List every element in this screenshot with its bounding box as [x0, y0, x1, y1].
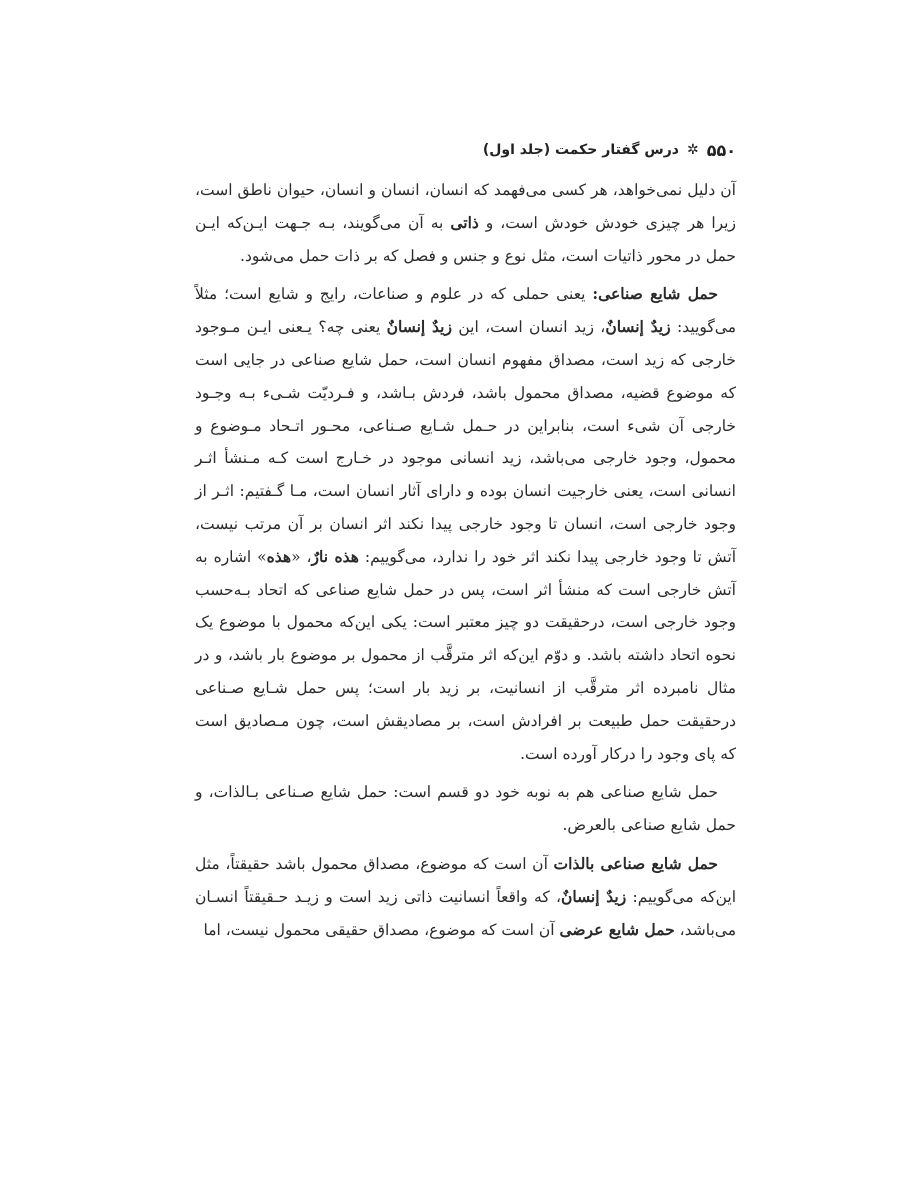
running-header — [195, 138, 736, 162]
text-segment: یعنی حملی که در علوم و صناعات، رایج و شایع است؛ مثلاً می‌گویید: — [195, 285, 736, 337]
text-segment: ، « — [291, 547, 312, 566]
bold-term: هذه نارٌ — [311, 546, 359, 566]
bold-term: حمل شایع صناعی: — [592, 284, 718, 304]
bold-term: حمل شایع عرضی — [559, 919, 675, 939]
paragraph — [195, 848, 736, 946]
bold-term: زیدٌ إنسانٌ — [560, 886, 627, 906]
paragraph — [195, 776, 736, 842]
bold-term: هذه — [266, 546, 292, 566]
text-segment: آن دلیل نمی‌خواهد، هر کسی می‌فهمد که انسان، انسان و انسان، حیوان ناطق است، زیرا هر چیزی خودش خودش است، و — [195, 181, 736, 232]
text-segment: ، که واقعاً انسانیت ذاتی زید است و زیـد حـقیقتاً انسـان می‌باشد، — [195, 887, 736, 939]
text-segment: آن است که موضوع، مصداق محمول باشد حقیقتاً، مثل این‌که می‌گوییم: — [195, 854, 736, 906]
paragraph — [195, 278, 736, 770]
ornament-icon: ✲ — [686, 142, 699, 158]
text-segment: یعنی چه؟ یـعنی ایـن مـوجود خارجی که زید است، مصداق مفهوم انسان است، حمل شایع صناعی در جایی است که موضوع قضیه، مصداق محمول باشد، فردش بـاشد، و فـردیّت شـیء بـه وجـود خارجی آن شیء است، بنابراین در حـمل شـایع صـناعی، محـور اتـحاد مـوضوع و محمول، وجود خارجی می‌باشد، زید انسانی موجود در خـارج است کـه مـنشأ اثـر انسانی است، یعنی خارجیت انسان بوده و دارای آثار انسان است، مـا گـفتیم: اثـر از وجود خارجی است، انسان تا وجود خارجی پیدا نکند اثر انسان بر آن مرتب نیست، آتش تا وجود خارجی پیدا نکند اثر خود را ندارد، می‌گوییم: — [195, 318, 736, 566]
bold-term: زیدٌ إنسانٌ — [605, 317, 671, 337]
page-number: ۵۵۰ — [706, 140, 736, 160]
bold-term: حمل شایع صناعی بالذات — [553, 853, 719, 873]
text-segment: آن است که موضوع، مصداق حقیقی محمول نیست، اما — [203, 920, 560, 939]
text-segment: » اشاره به آتش خارجی است که منشأ اثر است، پس در حمل شایع صناعی که اتحاد بـه‌حسب وجود خارجی است، درحقیقت دو چیز معتبر است: یکی این‌که محمول با موضوع یک نحوه اتحاد داشته باشد. و دوّم این‌که اثر مترقَّب از محمول بر موضوع بار باشد، و در مثال نامبرده اثر مترقَّب از انسانیت، بر زید بار است؛ پس حمل شـایع صـناعی درحقیقت حمل طبیعت بر افرادش است، بر مصادیقش است، چون مـصادیق است که پای وجود را درکار آورده است. — [195, 547, 736, 763]
text-segment: حمل شایع صناعی هم به نوبه خود دو قسم است: حمل شایع صـناعی بـالذات، و حمل شایع صناعی بالعرض. — [195, 783, 736, 835]
text-segment: ، زید انسان است، این — [451, 318, 606, 337]
text-segment: به آن می‌گویند، بـه جـهت ایـن‌که ایـن حمل در محور ذاتیات است، مثل نوع و جنس و فصل که بر ذات حمل می‌شود. — [195, 213, 736, 265]
bold-term: ذاتی — [450, 212, 479, 232]
paragraph — [195, 174, 736, 272]
book-title: درس گفتار حکمت (جلد اول) — [482, 142, 679, 158]
bold-term: زیدٌ إنسانٌ — [386, 317, 452, 337]
body-text — [195, 174, 736, 952]
